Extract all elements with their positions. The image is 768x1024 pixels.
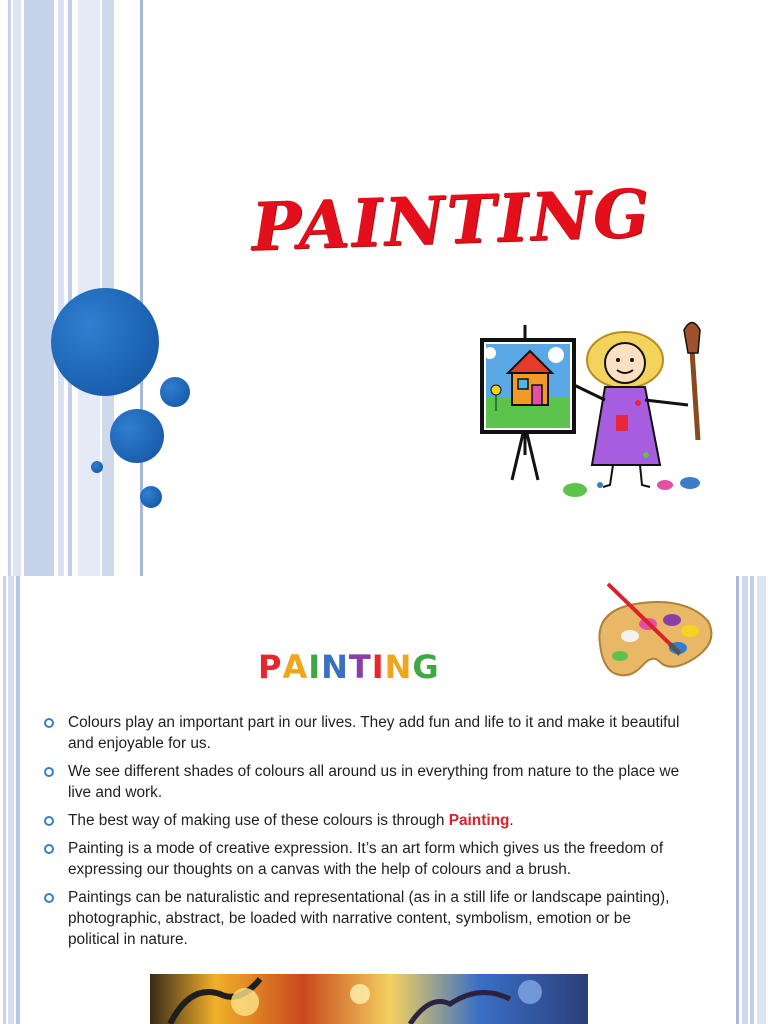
decorative-stripes-left [0,576,24,1024]
bullet-icon [44,718,54,728]
bullet-item [44,810,684,831]
bullet-item [44,838,684,880]
bullet-list [44,712,684,957]
title-letter: P [258,648,283,686]
decorative-stripes-right [734,576,768,1024]
title-letter: I [371,648,385,686]
decorative-circle-tiny [91,461,103,473]
title-letter: I [308,648,322,686]
title-letter: T [348,648,372,686]
title-letter: G [412,648,440,686]
colorful-painting-image-icon [150,974,588,1024]
bullet-text: The best way of making use of these colours is through [68,812,449,829]
child-painting-easel-icon [470,315,720,515]
slide-2-title [258,648,440,686]
slide-title: PAINTING [250,174,653,266]
decorative-circle-medium [110,409,164,463]
bullet-icon [44,816,54,826]
decorative-stripes [0,0,150,576]
bullet-item [44,712,684,754]
bullet-icon [44,844,54,854]
title-letter: A [282,648,309,686]
bullet-text: We see different shades of colours all around us in everything from nature to the place we live and work. [68,763,680,801]
bullet-text-end: . [509,812,514,829]
bullet-icon [44,767,54,777]
title-letter: N [384,648,413,686]
highlight-word: Painting [448,812,510,829]
decorative-circle-small-2 [140,486,162,508]
decorative-circle-large [51,288,159,396]
bullet-icon [44,893,54,903]
bullet-text: Painting is a mode of creative expression. It’s an art form which gives us the freedom of expressing our thoughts on a canvas with the help of colours and a brush. [68,840,664,878]
title-letter: N [321,648,349,686]
bullet-item [44,761,684,803]
bullet-text: Paintings can be naturalistic and representational (as in a still life or landscape painting), photographic, abstract, be loaded with narrative content, symbolism, emotion or be political in nature. [68,889,670,948]
paint-palette-icon [590,576,720,686]
bullet-item [44,887,684,950]
slide-2 [0,576,768,1024]
decorative-circle-small [160,377,190,407]
bullet-text: Colours play an important part in our lives. They add fun and life to it and make it beautiful and enjoyable for us. [68,714,680,752]
